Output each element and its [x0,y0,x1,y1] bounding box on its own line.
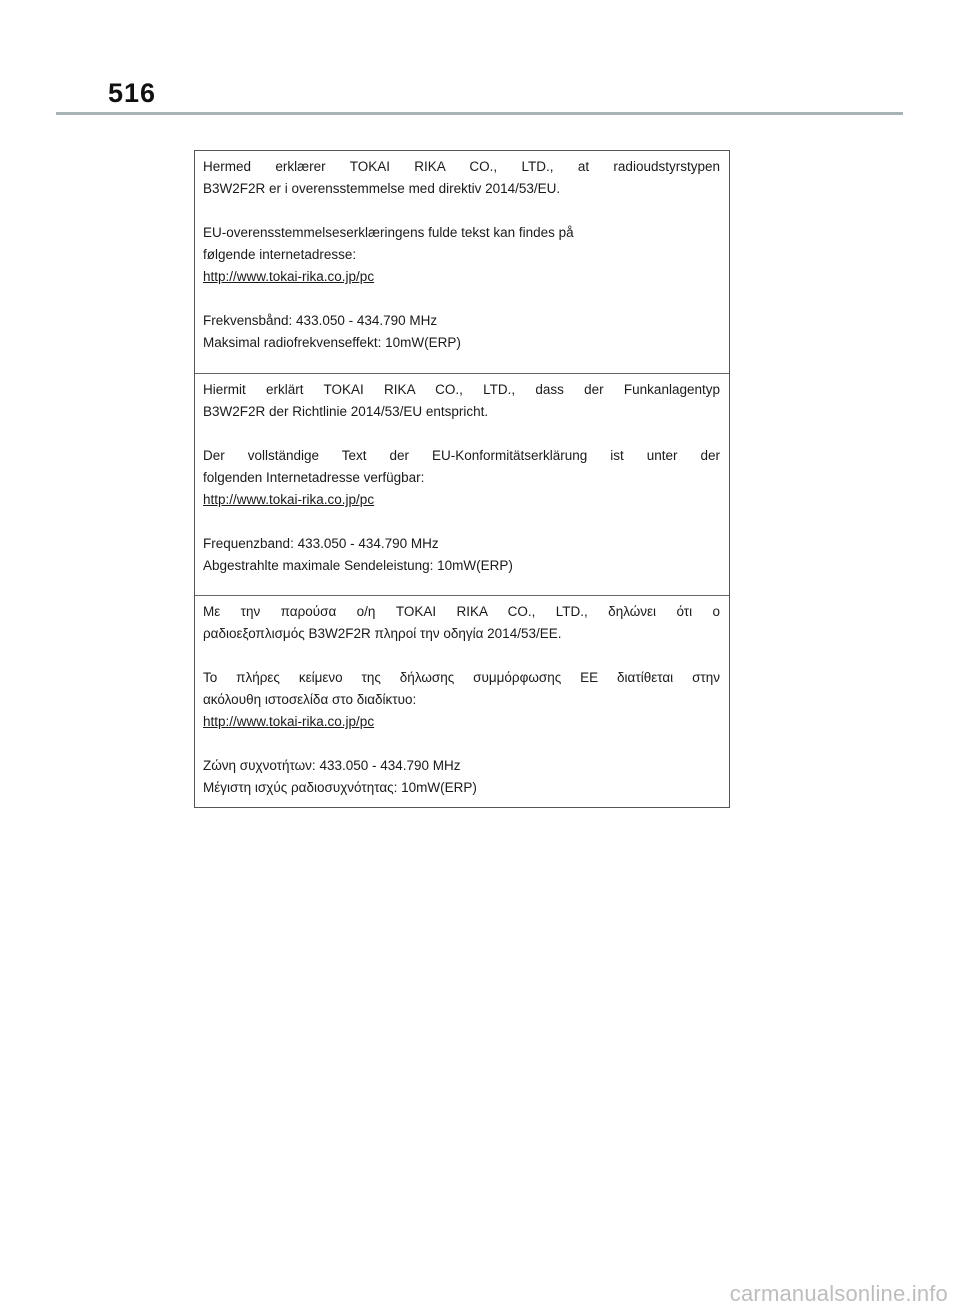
full-text-line-2: folgenden Internetadresse verfügbar: [203,470,425,485]
full-text-notice [203,445,720,511]
radio-specs [203,310,720,354]
watermark: carmanualsonline.info [729,1281,948,1306]
declaration-url-link[interactable]: http://www.tokai-rika.co.jp/pc [203,492,375,507]
frequency-band: Frequenzband: 433.050 - 434.790 MHz [203,536,439,551]
max-power: Maksimal radiofrekvenseffekt: 10mW(ERP) [203,335,461,350]
declaration-intro-line-1: Με την παρούσα ο/η TOKAI RIKA CO., LTD., δηλώνει ότι ο [203,604,720,619]
declaration-intro-line-1: Hermed erklærer TOKAI RIKA CO., LTD., at radioudstyrstypen [203,159,720,174]
frequency-band: Frekvensbånd: 433.050 - 434.790 MHz [203,313,438,328]
max-power: Abgestrahlte maximale Sendeleistung: 10mW(ERP) [203,558,513,573]
declaration-url-link[interactable]: http://www.tokai-rika.co.jp/pc [203,714,375,729]
declaration-box [194,150,730,808]
full-text-line-2: ακόλουθη ιστοσελίδα στο διαδίκτυο: [203,692,417,707]
declaration-intro-line-2: B3W2F2R der Richtlinie 2014/53/EU entspricht. [203,404,489,419]
declaration-section-german [195,373,729,595]
declaration-section-greek [195,595,729,807]
declaration-intro-line-1: Hiermit erklärt TOKAI RIKA CO., LTD., dass der Funkanlagentyp [203,382,720,397]
declaration-intro [203,156,720,200]
full-text-line-2: følgende internetadresse: [203,247,357,262]
declaration-intro-line-2: ραδιοεξοπλισμός B3W2F2R πληροί την οδηγία 2014/53/ΕΕ. [203,626,562,641]
header-rule [56,112,903,115]
full-text-notice [203,667,720,733]
radio-specs [203,533,720,577]
declaration-intro [203,601,720,645]
declaration-intro-line-2: B3W2F2R er i overensstemmelse med direktiv 2014/53/EU. [203,181,561,196]
full-text-line-1: Der vollständige Text der EU-Konformitätserklärung ist unter der [203,448,720,463]
declaration-url-link[interactable]: http://www.tokai-rika.co.jp/pc [203,269,375,284]
full-text-line-1: Το πλήρες κείμενο της δήλωσης συμμόρφωσης ΕΕ διατίθεται στην [203,670,720,685]
frequency-band: Ζώνη συχνοτήτων: 433.050 - 434.790 MHz [203,758,461,773]
full-text-line-1: EU-overensstemmelseserklæringens fulde tekst kan findes på [203,225,574,240]
declaration-section-danish [195,151,729,373]
radio-specs [203,755,720,799]
full-text-notice [203,222,720,288]
max-power: Μέγιστη ισχύς ραδιοσυχνότητας: 10mW(ERP) [203,780,477,795]
page-number: 516 [108,78,157,108]
declaration-intro [203,379,720,423]
